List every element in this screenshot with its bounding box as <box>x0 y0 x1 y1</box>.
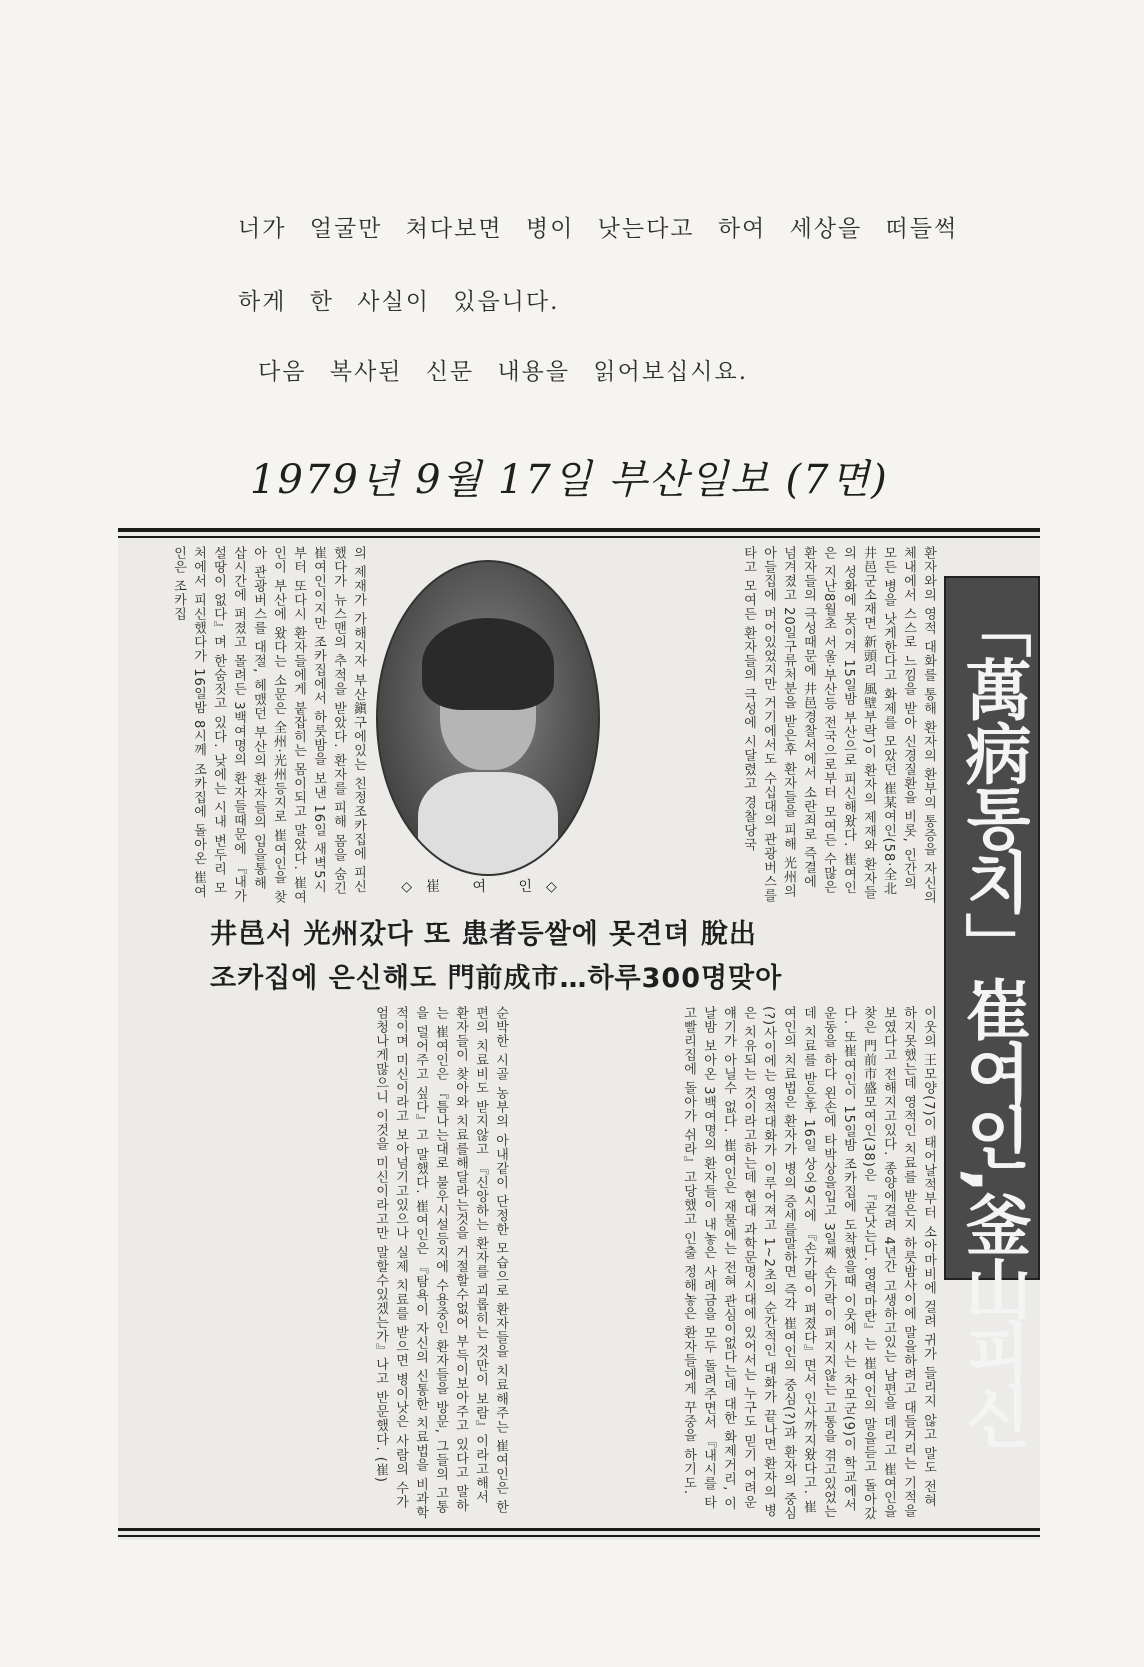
subheadline-2: 조카집에 은신해도 門前成市…하루300명맞아 <box>210 963 783 994</box>
subheadline-1: 井邑서 光州갔다 또 患者등쌀에 못견뎌 脫出 <box>210 919 757 950</box>
photo-caption: ◇崔 여 인◇ <box>401 879 571 895</box>
portrait-photo <box>376 560 600 876</box>
headline: 「萬病통치」崔여인,釜山피신 <box>954 592 1031 1448</box>
top-rule-thin <box>118 536 1040 538</box>
photo-hair <box>422 618 554 710</box>
article-text: 이웃의 王모양(7)이 태어날적부터 소아마비에 걸려 귀가 들리지 않고 말도 전혀 하지못했는데 영적인 치료를 받은지 하룻밤사이에 말을하려고 대들거리는 기적을 보였다고 전해지고있다. 종양에걸려 4년간 고생하고있는 남편을 데리고 崔여인을찾은 門前市盛모여인(38)은 『곧낫는다. 영력마란』는 崔여인의 말을듣고 돌아갔다. 또崔여인이 15일밤 조카집에 도착했을때 이웃에 사는 차모군(9)이 학교에서 운동을 하다 왼손에 타박상을입고 3일째 손가락이 펴지지않는 고통을 겪고있었는데 치료를 받은후 16일 상오9시에 『손가락이 펴졌다』면서 인사까지왔다고. 崔여인의 치료법은 환자가 병의 증세를말하면 즉각 崔여인의 중심(?)과 환자의 중심(?)사이에는 영적대화가 이루어져고 1~2초의 순간적인 대화가 끝나면 환자의 병은 치유되는 것이라고하는데 현대 과학문명시대에 있어서는 누구도 믿기 어려운 얘기가 아닐수 없다. 崔여인은 재물에는 전혀 관심이없다는데 대한 화제거리, 이날밤 보아온 3백여명의 환자들이 내놓은 사례금을 모두 돌려주면서 『내시를 타고빨리집에 돌아가 쉬라』고당했고 인출 정해놓은 환자들에게 꾸중을 하기도. <box>681 1006 936 1521</box>
article-column-bottom-left <box>118 1006 510 1521</box>
article-column-bottom-right <box>518 1006 938 1521</box>
article-text: 의 제재가 가해지자 부산鎭구에있는 친정조카집에 피신했다가 뉴스맨의 추적을 받았다. 환자를 피해 몸을 숨긴 崔여인이지만 조카집에서 하룻밤을 보낸 16일 새벽5시부터 또다시 환자들에게 붙잡히는 몸이되고 말았다. 崔여인이 부산에 왔다는 소문은 全州·光州등지로 崔여인을 찾아 관광버스를 대절, 헤맸던 부산의 환자들의 입을통해 삽시간에 퍼졌고 몰려든 3백여명의 환자들때문에 『내가 설땅이 없다』며 한숨짓고 있다. 낮에는 시내 변두리 모처에서 피신했다가 16일밤 8시께 조카집에 돌아온 崔여인은 조카집 <box>171 546 366 904</box>
intro-line-2: 하게 한 사실이 있읍니다. <box>238 289 560 315</box>
photo-collar <box>418 772 558 876</box>
article-text: 순박한 시골 농부의 아내같이 단정한 모습으로 환자들을 치료해주는 崔여인은 한편의 치료비도 받지않고 『신앙하는 환자를 괴롭히는 것만이 보람』이라고해서 환자들이 찾아와 치료를해달라는것을 거절할수없어 부득이보아주고 있다고 말하는 崔여인은 『틈나는대로 불우시설등지에 수용중인 환자들을 방문, 그들의 고통을 덜어주고 싶다』고 말했다. 崔여인은 『탐욕이 자신의 신통한 치료법을 비과학적이며 미신이라고 보아넘기고있으나 실제 치료를 받으면 병이낫은 사람의 수가 엄청나게많으니 이것을 미신이라고만 말할수있겠는가』나고 반문했다. (崔) <box>373 1006 508 1520</box>
headline-box <box>944 576 1040 1448</box>
intro-line-3: 다음 복사된 신문 내용을 읽어보십시요. <box>258 359 749 385</box>
top-rule <box>118 528 1040 532</box>
newspaper-clipping <box>118 528 1040 1540</box>
intro-line-1: 너가 얼굴만 쳐다보면 병이 낫는다고 하여 세상을 떠들썩 <box>238 216 959 242</box>
bottom-rule-thin <box>118 1535 1040 1537</box>
article-text: 환자와의 영적 대화를 통해 환자의 환부의 통증을 자신의 체내에서 스스로 느낌을 받아 신경질환을 비롯, 인간의 모든 병을 낫게한다고 화제를 모았던 崔某여인(58·全北井邑군소재면 新頭리 風壁부락)이 환자의 제재와 환자들의 성화에 못이겨 15일밤 부산으로 피신해왔다. 崔여인은 지난8월초 서울·부산등 전국으로부터 모여든 수많은 환자들의 극성때문에 井邑경찰서에서 소란죄로 즉결에 넘겨졌고 20일구류처분을 받은후 환자들을 피해 光州의 아들집에 머어있었지만 거기에서도 수십대의 관광버스를 타고 모여든 환자들의 극성에 시달렸고 경찰당국 <box>741 546 936 904</box>
bottom-rule <box>118 1528 1040 1531</box>
article-column-top-left <box>118 546 368 906</box>
article-column-top-right <box>608 546 938 906</box>
handwritten-date: 1979년 9월 17일 부산일보 (7면) <box>250 457 889 503</box>
